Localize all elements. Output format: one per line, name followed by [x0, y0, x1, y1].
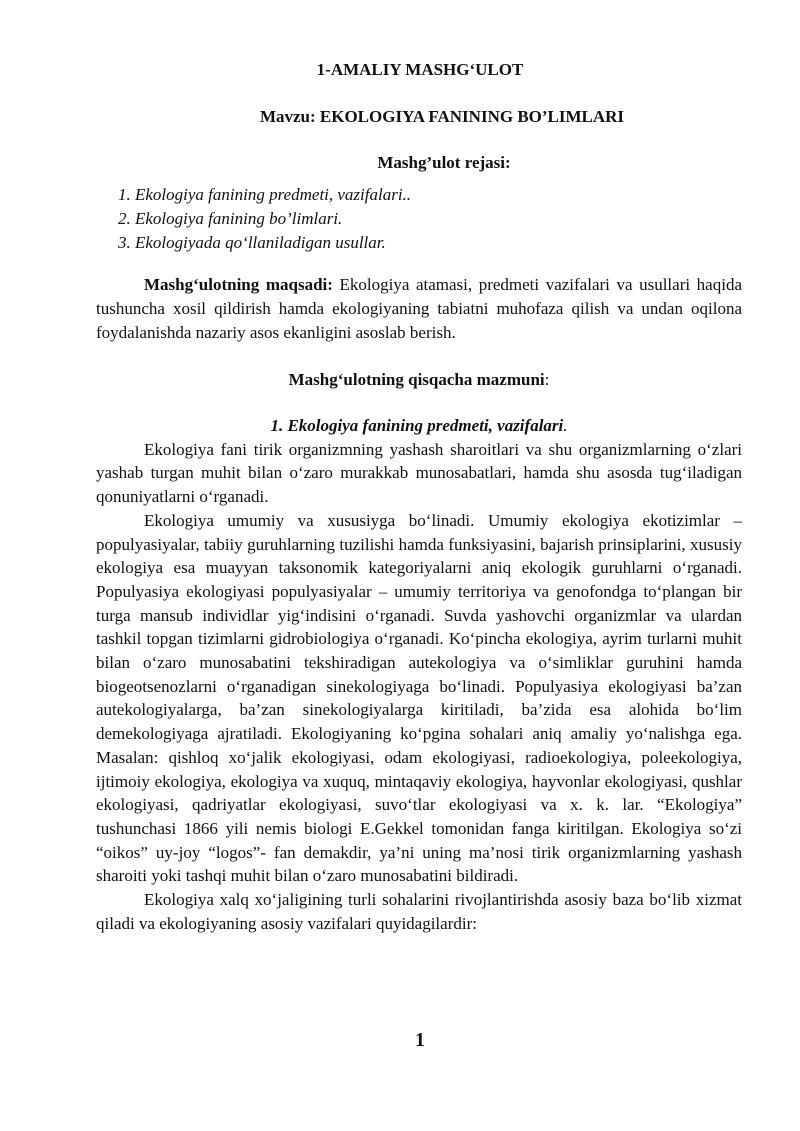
plan-item: 3. Ekologiyada qo‘llaniladigan usullar.	[118, 232, 386, 252]
plan-heading: Mashg’ulot rejasi:	[377, 153, 511, 173]
goal-paragraph	[96, 273, 742, 344]
document-page	[96, 58, 742, 936]
summary-heading-text: Mashg‘ulotning qisqacha mazmuni	[288, 370, 545, 390]
plan-item: 2. Ekologiya fanining bo’limlari.	[118, 208, 343, 228]
body-paragraph: Ekologiya fani tirik organizmning yashash sharoitlari va shu organizmlarning o‘zlari yashab turgan muhit bilan o‘zaro murakkab munosabatlari, hamda shu asosda tug‘iladigan qonuniyatlarni o‘rganadi.	[96, 439, 742, 507]
goal-label: Mashg‘ulotning maqsadi:	[144, 275, 333, 295]
section-heading-period: .	[563, 416, 568, 436]
summary-heading	[96, 368, 742, 392]
body-paragraph: Ekologiya xalq xo‘jaligining turli sohalarini rivojlantirishda asosiy baza bo‘lib xizmat qiladi va ekologiyaning asosiy vazifalari quyidagilardir:	[96, 890, 742, 933]
summary-heading-colon: :	[544, 370, 550, 390]
plan-list	[96, 183, 742, 254]
document-title: 1-AMALIY MASHG‘ULOT	[316, 60, 524, 79]
body-paragraph: Ekologiya umumiy va xususiyga bo‘linadi. Umumiy ekologiya ekotizimlar – populyasiyalar, tabiiy guruhlarning tuzilishi hamda funksiyasini, bajarish prinsiplarini, xususiy ekologiya esa muayyan taksonomik kategoriyalarni aniq ekologik guruhlarni o‘rganadi. Populyasiya ekologiyasi populyasiyalar – umumiy territoriya va genofondga to‘plangan bir turga mansub individlar yig‘indisini o‘rganadi. Suvda yashovchi organizmlar va ulardan tashkil topgan tizimlarni gidrobiologiya o‘rganadi. Ko‘pincha ekologiya, ayrim turlarni muhit bilan o‘zaro munosabatini tekshiradigan autekologiya va o‘simliklar guruhini hamda biogeotsenozlarni o‘rganadigan sinekologiyaga bo‘linadi. Populyasiya ekologiyasi ba’zan autekologiyalarga, ba’zan sinekologiyalarga kiritiladi, ba’zida esa alohida bo‘lim demekologiyaga ajratiladi. Ekologiyaning ko‘pgina sohalari aniq amaliy yo‘nalishga ega. Masalan: qishloq xo‘jalik ekologiyasi, odam ekologiyasi, radioekologiya, poleekologiya, ijtimoiy ekologiya, ekologiya va xuquq, mintaqaviy ekologiya, hayvonlar ekologiyasi, qushlar ekologiyasi, qadriyatlar ekologiyasi, suvo‘tlar ekologiyasi va x. k. lar. “Ekologiya” tushunchasi 1866 yili nemis biologi E.Gekkel tomonidan fanga kiritilgan. Ekologiya so‘zi “oikos” uy-joy “logos”- fan demakdir, ya’ni uning ma’nosi tirik organizmlarning yashash sharoiti yoki tashqi muhit bilan o‘zaro munosabatini bildiradi.	[96, 510, 742, 886]
section-heading-text: 1. Ekologiya fanining predmeti, vazifalari	[270, 416, 564, 436]
page-number: 1	[415, 1029, 425, 1051]
goal-text: Ekologiya atamasi, predmeti vazifalari va usullari haqida tushuncha xosil qildirish hamda ekologiyaning tabiatni muhofaza qilish va undan oqilona foydalanishda nazariy asos ekanligini asoslab berish.	[96, 275, 742, 342]
document-topic: Mavzu: EKOLOGIYA FANINING BO’LIMLARI	[259, 106, 625, 126]
plan-item: 1. Ekologiya fanining predmeti, vazifalari..	[118, 185, 412, 205]
section-heading	[96, 414, 742, 438]
